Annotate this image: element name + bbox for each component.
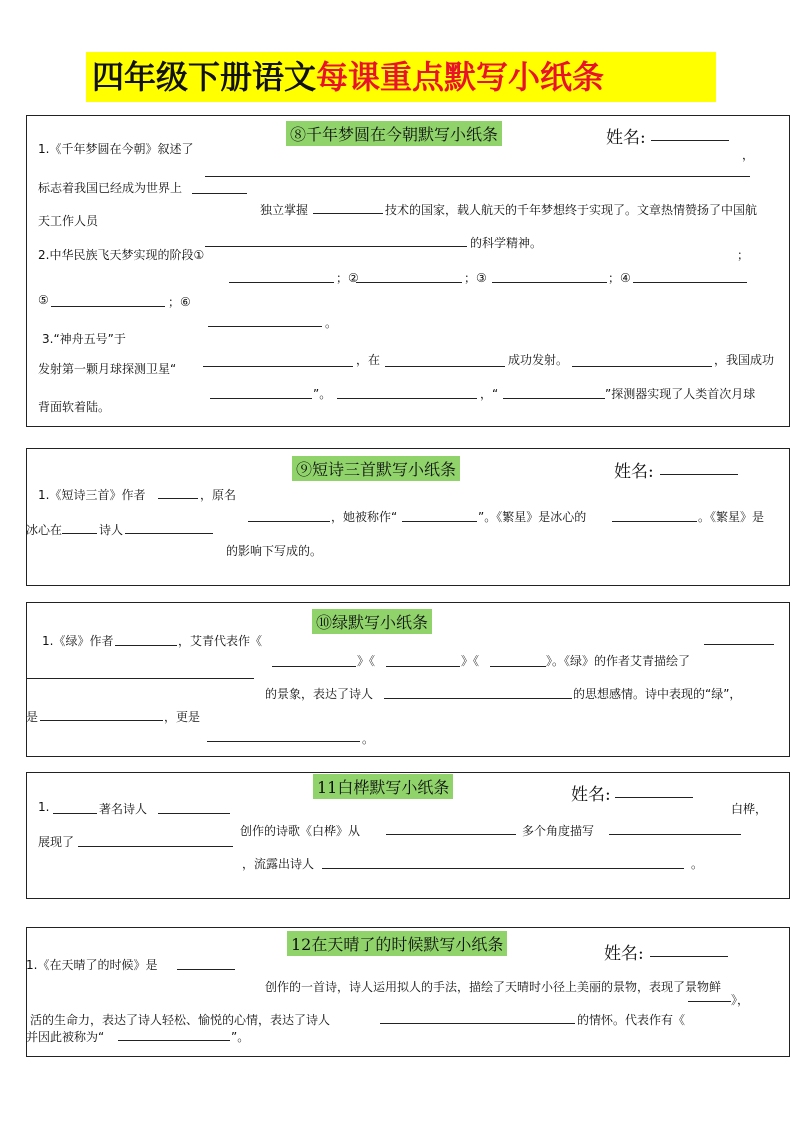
blank[interactable] [490,666,546,667]
blank[interactable] [229,282,334,283]
card8-line5: 的科学精神。 [470,236,543,250]
card11-line2a: 创作的诗歌《白桦》从 [240,824,361,838]
card11-line3a: 展现了 [38,835,75,849]
blank[interactable] [402,521,477,522]
card8-line9a: 背面软着陆。 [38,400,111,414]
card10-line4a: 是 [26,710,39,724]
card8-line2: 标志着我国已经成为世界上 [38,181,183,195]
blank[interactable] [203,366,353,367]
blank[interactable] [633,282,747,283]
card9-line2d: ”。《繁星》是冰心的 [478,510,587,524]
card10-line2b: 》《 [461,654,480,668]
card9-line3: 的影响下写成的。 [226,544,323,558]
blank[interactable] [609,834,741,835]
name-label: 姓名: [606,128,646,148]
card-12-title: 12在天晴了的时候默写小纸条 [287,931,507,956]
card12-line4a: 并因此被称为“ [26,1030,105,1044]
card8-line8d: ，我国成功 [714,353,775,367]
punct: 。 [362,732,375,746]
card12-line3a: 活的生命力，表达了诗人轻松、愉悦的心情，表达了诗人 [30,1013,331,1027]
card10-line1a: 1.《绿》作者 [42,634,114,648]
card10-line3b: 的思想感情。诗中表现的“绿”， [573,687,742,701]
card9-line2a: 冰心在 [26,523,63,537]
card-8-title: ⑧千年梦圆在今朝默写小纸条 [286,121,502,146]
card8-line3a: 独立掌握 [260,203,309,217]
card11-line1c: 白桦， [731,802,768,816]
punct: ； [737,248,750,262]
name-blank[interactable] [650,956,728,957]
blank[interactable] [207,741,360,742]
card11-line3b: ，流露出诗人 [242,857,315,871]
card8-line3b: 技术的国家，载人航天的千年梦想终于实现了。文章热情赞扬了中国航 [385,203,758,217]
card8-q3: 3.“神舟五号”于 [42,332,126,346]
blank[interactable] [158,813,230,814]
punct: 。 [691,857,704,871]
card11-line1b: 著名诗人 [99,802,148,816]
name-label: 姓名: [614,462,654,482]
card8-line4: 天工作人员 [38,214,99,228]
blank[interactable] [572,366,712,367]
card8-line8c: 成功发射。 [508,353,569,367]
card9-line2b: 诗人 [99,523,124,537]
card10-line4b: ，更是 [164,710,201,724]
card8-line8b: ，在 [356,353,381,367]
card12-line4b: ”。 [231,1030,250,1044]
page-title [92,52,604,102]
blank[interactable] [205,176,750,177]
blank[interactable] [210,398,312,399]
blank[interactable] [386,666,460,667]
blank[interactable] [125,533,213,534]
punct: ， [742,148,755,162]
blank[interactable] [492,282,607,283]
blank[interactable] [78,846,233,847]
stage-4-label: ；④ [608,271,631,285]
card8-line9d: ”探测器实现了人类首次月球 [605,387,756,401]
blank[interactable] [612,521,697,522]
card8-line6: 2.中华民族飞天梦实现的阶段① [38,248,205,262]
card-11-title: 11白桦默写小纸条 [313,774,453,799]
blank[interactable] [51,306,165,307]
name-label: 姓名: [571,785,611,805]
card12-line1: 1.《在天晴了的时候》是 [26,958,158,972]
blank[interactable] [118,1040,230,1041]
blank[interactable] [248,521,330,522]
card8-line9b: ”。 [313,387,332,401]
header-banner [86,52,716,102]
blank[interactable] [704,644,774,645]
blank[interactable] [53,813,97,814]
card9-line2c: ，她被称作“ [331,510,398,524]
card10-line3a: 的景象，表达了诗人 [265,687,374,701]
card10-line2c: 》。《绿》的作者艾青描绘了 [546,654,691,668]
name-blank[interactable] [615,797,693,798]
stage-5-label: ⑤ [38,293,49,307]
blank[interactable] [192,193,247,194]
card11-line2b: 多个角度描写 [522,824,595,838]
card12-line3b: 的情怀。代表作有《 [577,1013,686,1027]
title-black-part: 四年级下册语文 [92,58,317,96]
blank[interactable] [62,533,97,534]
blank[interactable] [177,969,235,970]
card9-line2e: 。《繁星》是 [698,510,765,524]
blank[interactable] [386,834,516,835]
blank[interactable] [205,246,467,247]
blank[interactable] [272,666,356,667]
blank[interactable] [115,645,177,646]
blank[interactable] [688,1001,731,1002]
stage-3-label: ；③ [464,271,487,285]
blank[interactable] [385,366,505,367]
blank[interactable] [208,326,322,327]
blank[interactable] [356,282,462,283]
card9-line1a: 1.《短诗三首》作者 [38,488,146,502]
card-8 [26,115,790,427]
card8-line1: 1.《千年梦圆在今朝》叙述了 [38,142,194,156]
card12-line2b: 》， [731,993,750,1007]
card10-line1b: ，艾青代表作《 [178,634,263,648]
blank[interactable] [40,720,163,721]
stage-2-label: ；② [336,271,359,285]
card12-line2: 创作的一首诗，诗人运用拟人的手法，描绘了天晴时小径上美丽的景物，表现了景物鲜 [265,980,722,994]
card11-line1a: 1. [38,800,50,814]
name-blank[interactable] [660,474,738,475]
card9-line1b: ，原名 [200,488,237,502]
punct: 。 [325,316,338,330]
blank[interactable] [380,1023,575,1024]
blank[interactable] [158,498,198,499]
blank[interactable] [322,868,684,869]
blank[interactable] [503,398,605,399]
blank[interactable] [384,698,572,699]
blank[interactable] [337,398,477,399]
card8-line8a: 发射第一颗月球探测卫星“ [38,362,177,376]
stage-6-label: ；⑥ [168,295,191,309]
blank[interactable] [26,678,254,679]
card10-line2a: 》《 [357,654,376,668]
title-red-part: 每课重点默写小纸条 [316,58,605,96]
card-10-title: ⑩绿默写小纸条 [312,609,432,634]
card8-line9c: ，“ [480,387,499,401]
card-9-title: ⑨短诗三首默写小纸条 [292,456,460,481]
name-blank[interactable] [651,140,729,141]
name-label: 姓名: [604,944,644,964]
blank[interactable] [313,213,383,214]
